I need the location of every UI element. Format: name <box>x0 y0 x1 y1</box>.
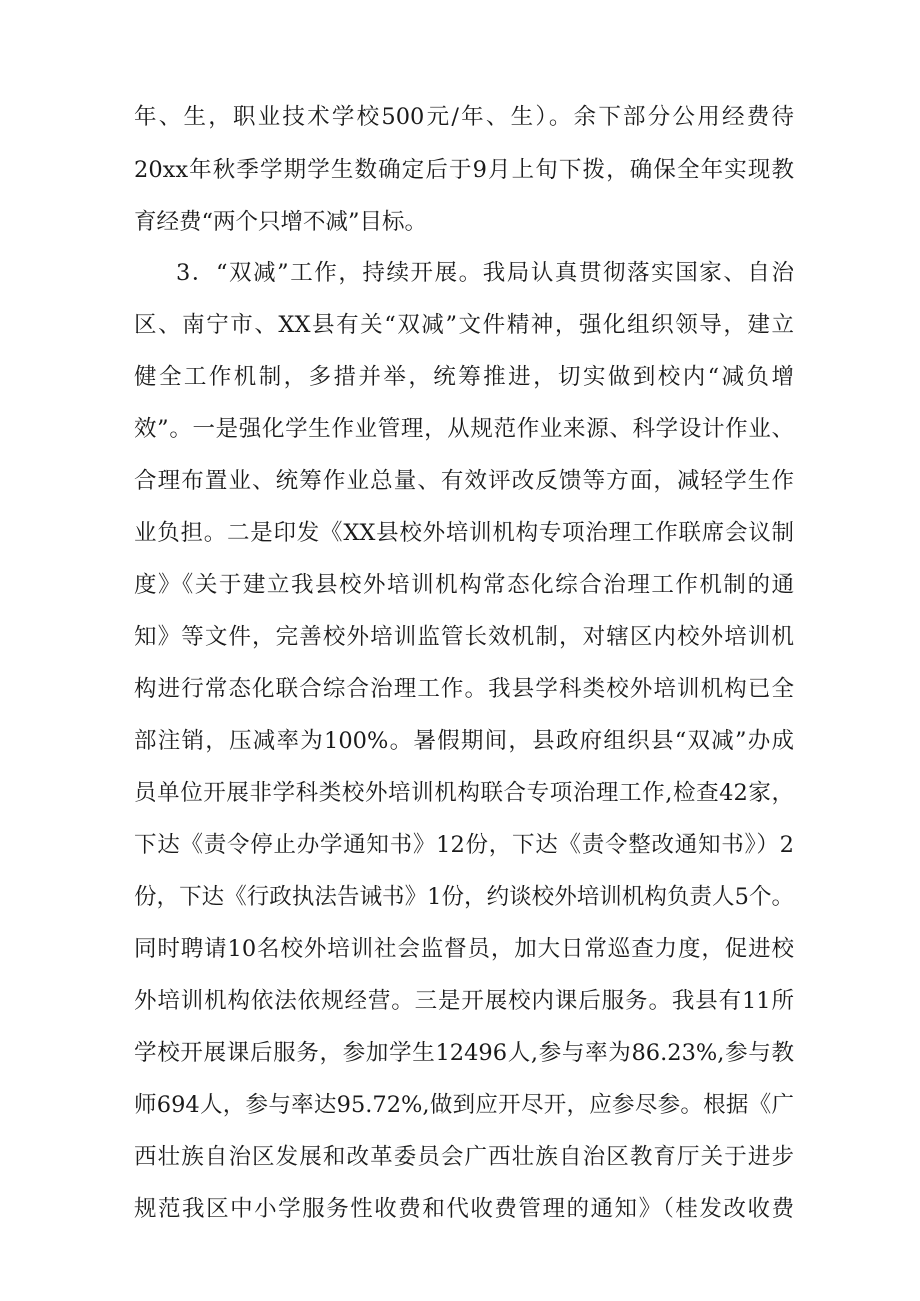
paragraph-line: 西壮族自治区发展和改革委员会广西壮族自治区教育厅关于进步 <box>134 1144 794 1170</box>
paragraph-line: 育经费“两个只增不减”目标。 <box>134 209 428 235</box>
paragraph-line: 年、生，职业技术学校500元/年、生）。余下部分公用经费待 <box>134 104 794 130</box>
paragraph-line: 师694人，参与率达95.72%,做到应开尽开，应参尽参。根据《广 <box>134 1092 794 1118</box>
paragraph-line: 规范我区中小学服务性收费和代收费管理的通知》（桂发改收费 <box>134 1196 794 1222</box>
paragraph-line: 效”。一是强化学生作业管理，从规范作业来源、科学设计作业、 <box>134 416 794 442</box>
paragraph-line: 员单位开展非学科类校外培训机构联合专项治理工作,检查42家， <box>134 780 794 806</box>
paragraph-line: 合理布置业、统筹作业总量、有效评改反馈等方面，减轻学生作 <box>134 468 794 494</box>
paragraph-line: 下达《责令停止办学通知书》12份，下达《责令整改通知书》）2 <box>134 832 794 858</box>
paragraph-line: 度》《关于建立我县校外培训机构常态化综合治理工作机制的通 <box>134 572 794 598</box>
paragraph-line: 业负担。二是印发《XX县校外培训机构专项治理工作联席会议制 <box>134 520 794 546</box>
paragraph-line: 学校开展课后服务，参加学生12496人,参与率为86.23%,参与教 <box>134 1040 794 1066</box>
paragraph-line: 同时聘请10名校外培训社会监督员，加大日常巡查力度，促进校 <box>134 936 794 962</box>
paragraph-line: 知》等文件，完善校外培训监管长效机制，对辖区内校外培训机 <box>134 624 794 650</box>
paragraph-line: 构进行常态化联合综合治理工作。我县学科类校外培训机构已全 <box>134 676 794 702</box>
paragraph-line: 健全工作机制，多措并举，统筹推进，切实做到校内“减负增 <box>134 364 794 390</box>
paragraph-line: 3．“双减”工作，持续开展。我局认真贯彻落实国家、自治 <box>176 260 794 286</box>
paragraph-line: 部注销，压减率为100%。暑假期间，县政府组织县“双减”办成 <box>134 728 794 754</box>
paragraph-line: 区、南宁市、XX县有关“双减”文件精神，强化组织领导，建立 <box>134 312 794 338</box>
paragraph-line: 20xx年秋季学期学生数确定后于9月上旬下拨，确保全年实现教 <box>134 157 794 183</box>
paragraph-line: 外培训机构依法依规经营。三是开展校内课后服务。我县有11所 <box>134 988 794 1014</box>
paragraph-line: 份，下达《行政执法告诫书》1份，约谈校外培训机构负责人5个。 <box>134 884 794 910</box>
